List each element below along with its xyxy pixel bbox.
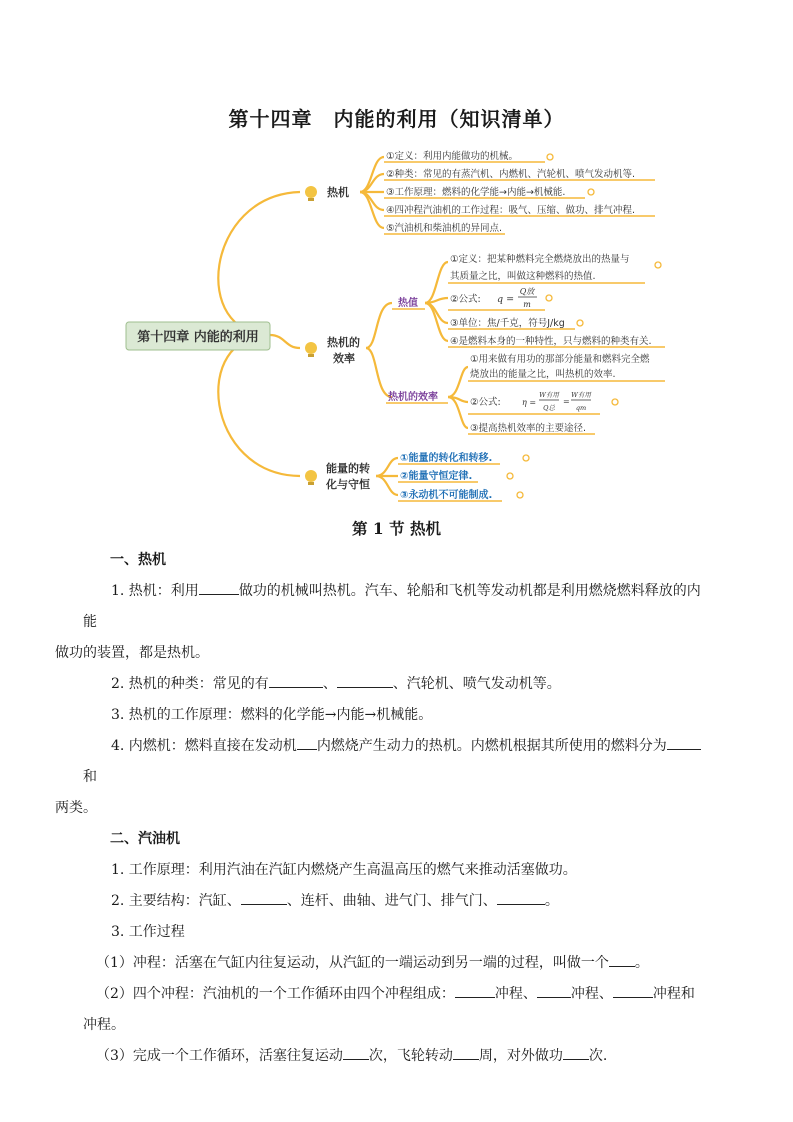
sub-engine-efficiency: 热机的效率	[388, 392, 438, 403]
formula-lhs: η =	[522, 398, 537, 407]
page-title: 第十四章 内能的利用（知识清单）	[228, 107, 565, 131]
fill-blank[interactable]	[343, 1045, 369, 1060]
paragraph: 4. 内燃机：燃料直接在发动机 内燃烧产生动力的热机。内燃机根据其所使用的燃料分为和 两类。	[83, 731, 713, 824]
paragraph: 2. 主要结构：汽缸、 、连杆、曲轴、进气门、排气门、 。	[83, 886, 713, 917]
fill-blank[interactable]	[297, 735, 317, 750]
heat-engine-item: ①定义：利用内能做功的机械。	[386, 151, 519, 162]
branch-heat-engine: 热机	[327, 186, 349, 199]
heading-heat-engine: 一、热机	[110, 552, 166, 568]
paragraph: 3. 热机的工作原理：燃料的化学能→内能→机械能。	[111, 707, 433, 723]
heat-engine-item: ⑤汽油机和柴油机的异同点.	[386, 223, 503, 234]
branch-energy-line1: 能量的转	[326, 462, 370, 475]
fill-blank[interactable]	[563, 1045, 589, 1060]
efficiency-way: ③提高热机效率的主要途径.	[470, 423, 587, 434]
paragraph: 1. 工作原理：利用汽油在汽缸内燃烧产生高温高压的燃气来推动活塞做功。	[111, 862, 577, 878]
bulb-icon	[305, 186, 317, 201]
branch-efficiency-line2: 效率	[333, 352, 355, 365]
bulb-icon	[305, 342, 317, 357]
heat-value-unit: ③单位：焦/千克，符号J/kg	[450, 318, 565, 329]
fill-blank[interactable]	[497, 890, 545, 905]
energy-item: ②能量守恒定律.	[400, 471, 473, 482]
formula-numerator: Q放	[519, 287, 535, 296]
paragraph: （3）完成一个工作循环，活塞往复运动 次，飞轮转动 周，对外做功 次.	[83, 1041, 713, 1072]
fill-blank[interactable]	[667, 735, 701, 750]
mind-map-root: 第十四章 内能的利用	[137, 330, 259, 345]
heat-engine-item: ④四冲程汽油机的工作过程：吸气、压缩、做功、排气冲程.	[386, 205, 636, 216]
heat-value-property: ④是燃料本身的一种特性，只与燃料的种类有关.	[450, 336, 652, 347]
section-content	[55, 545, 713, 1072]
heat-engine-item: ②种类：常见的有蒸汽机、内燃机、汽轮机、喷气发动机等.	[386, 169, 636, 180]
paragraph: 3. 工作过程	[111, 924, 185, 940]
formula-denominator: m	[523, 300, 531, 309]
heat-value-formula-label: ②公式:	[450, 294, 481, 305]
heading-gasoline-engine: 二、汽油机	[110, 831, 180, 847]
efficiency-formula-label: ②公式:	[470, 397, 501, 408]
fill-blank[interactable]	[269, 673, 323, 688]
branch-efficiency-line1: 热机的	[327, 336, 360, 349]
paragraph: （1）冲程：活塞在气缸内往复运动，从汽缸的一端运动到另一端的过程，叫做一个 。	[83, 948, 713, 979]
fill-blank[interactable]	[241, 890, 287, 905]
branch-energy-line2: 化与守恒	[326, 478, 370, 491]
heat-engine-item: ③工作原理：燃料的化学能→内能→机械能.	[386, 187, 566, 198]
heat-value-def: ①定义：把某种燃料完全燃烧放出的热量与	[450, 254, 630, 265]
fill-blank[interactable]	[455, 983, 495, 998]
section-title: 第 1 节 热机	[352, 519, 441, 538]
bulb-icon	[305, 470, 317, 485]
efficiency-def: ①用来做有用功的那部分能量和燃料完全燃	[470, 354, 650, 365]
fill-blank[interactable]	[453, 1045, 479, 1060]
fill-blank[interactable]	[199, 580, 239, 595]
efficiency-def: 烧放出的能量之比，叫热机的效率.	[470, 369, 616, 380]
sub-heat-value: 热值	[398, 298, 418, 309]
fill-blank[interactable]	[537, 983, 571, 998]
energy-item: ③永动机不可能制成.	[400, 490, 493, 501]
fill-blank[interactable]	[337, 673, 393, 688]
formula-numerator: W有用	[539, 391, 559, 399]
heat-value-def: 其质量之比，叫做这种燃料的热值.	[450, 271, 596, 282]
formula-denominator: Q总	[543, 404, 555, 412]
formula-lhs: q =	[497, 294, 515, 305]
formula-denominator: qm	[575, 404, 587, 412]
paragraph: （2）四个冲程：汽油机的一个工作循环由四个冲程组成： 冲程、 冲程、 冲程和 冲程。	[83, 979, 713, 1041]
paragraph: 2. 热机的种类：常见的有 、 、汽轮机、喷气发动机等。	[83, 669, 713, 700]
fill-blank[interactable]	[613, 983, 653, 998]
formula-equals: =	[563, 397, 570, 406]
energy-item: ①能量的转化和转移.	[400, 453, 493, 464]
mind-map	[0, 140, 793, 510]
paragraph: 1. 热机：利用 做功的机械叫热机。汽车、轮船和飞机等发动机都是利用燃烧燃料释放的内能 做功的装置，都是热机。	[83, 576, 713, 669]
fill-blank[interactable]	[609, 952, 635, 967]
formula-numerator: W有用	[571, 391, 591, 399]
